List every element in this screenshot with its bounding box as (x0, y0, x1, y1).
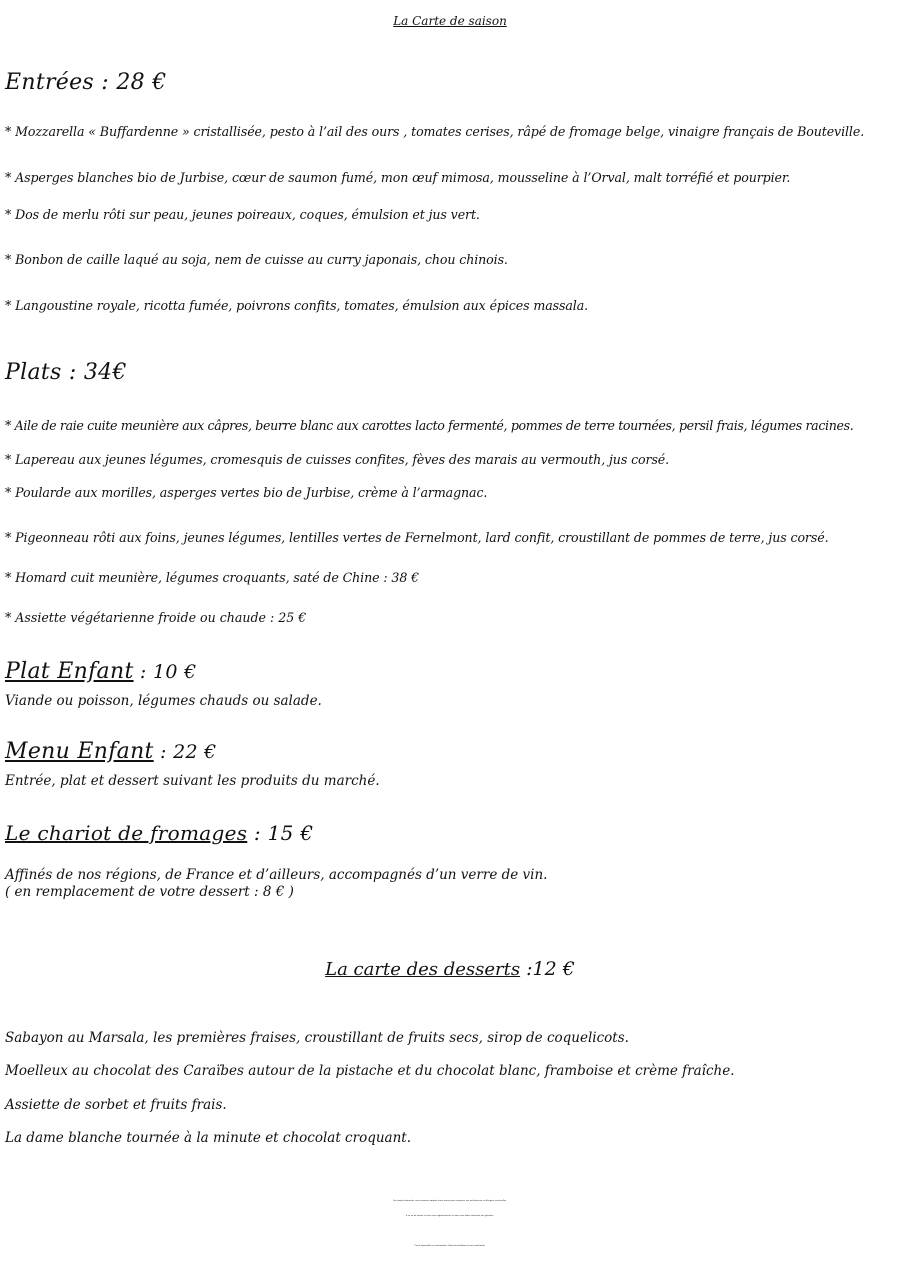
page-title: La Carte de saison (393, 14, 507, 28)
entrees-heading: Entrées : 28 € (5, 70, 167, 95)
dessert-item: Moelleux au chocolat des Caraïbes autour de la pistache et du chocolat blanc, framboise et crème fraîche. (5, 1063, 735, 1079)
entree-item: * Bonbon de caille laqué au soja, nem de cuisse au curry japonais, chou chinois. (5, 252, 508, 267)
entree-item: * Dos de merlu rôti sur peau, jeunes poireaux, coques, émulsion et jus vert. (5, 207, 480, 222)
entree-item: * Asperges blanches bio de Jurbise, cœur de saumon fumé, mon œuf mimosa, mousseline à l’Orval, malt torréfié et pourpier. (5, 170, 791, 185)
fromages-desc: Affinés de nos régions, de France et d’ailleurs, accompagnés d’un verre de vin. (5, 867, 548, 883)
fromages-heading (5, 821, 313, 845)
plat-enfant-price: : 10 € (133, 661, 197, 683)
plat-item: * Pigeonneau rôti aux foins, jeunes légumes, lentilles vertes de Fernelmont, lard confit, croustillant de pommes de terre, jus corsé. (5, 530, 829, 545)
plat-item: * Assiette végétarienne froide ou chaude : 25 € (5, 610, 307, 625)
plat-item: * Aile de raie cuite meunière aux câpres, beurre blanc aux carottes lacto fermenté, pommes de terre tournées, persil frais, légumes racines. (5, 418, 854, 433)
dessert-item: Sabayon au Marsala, les premières fraises, croustillant de fruits secs, sirop de coquelicots. (5, 1030, 629, 1046)
entree-item: * Langoustine royale, ricotta fumée, poivrons confits, tomates, émulsion aux épices massala. (5, 298, 589, 313)
plat-enfant-title: Plat Enfant (5, 659, 134, 684)
desserts-price: :12 € (520, 958, 575, 980)
dessert-item: Assiette de sorbet et fruits frais. (5, 1097, 227, 1113)
menu-enfant-desc: Entrée, plat et dessert suivant les produits du marché. (5, 773, 380, 789)
desserts-title: La carte des desserts (325, 959, 521, 980)
plats-heading: Plats : 34€ (5, 360, 127, 385)
fromages-title: Le chariot de fromages (5, 821, 248, 845)
plat-item: * Homard cuit meunière, légumes croquants, saté de Chine : 38 € (5, 570, 420, 585)
plat-item: * Lapereau aux jeunes légumes, cromesquis de cuisses confites, fèves des marais au vermouth, jus corsé. (5, 452, 670, 467)
plat-enfant-heading (5, 659, 196, 684)
footer-note: Sur simple demande, nous pouvons adapter votre menu pour respecter vos intolérances et allergies éventuelles. (393, 1200, 507, 1202)
menu-enfant-price: : 22 € (153, 741, 217, 763)
menu-enfant-title: Menu Enfant (5, 739, 154, 764)
entree-item: * Mozzarella « Buffardenne » cristallisée, pesto à l’ail des ours , tomates cerises, râpé de fromage belge, vinaigre français de Bouteville. (5, 124, 865, 139)
menu-enfant-heading (5, 739, 217, 764)
fromages-price: : 15 € (247, 821, 314, 845)
footer-language-note: Carte disponible en néerlandais - Kaart beschikbaar in het nederlands. (414, 1245, 486, 1247)
desserts-heading (0, 958, 900, 980)
plat-enfant-desc: Viande ou poisson, légumes chauds ou salade. (5, 693, 322, 709)
footer-note: Il en va de même si vous êtes végétarien(ne) ou que vous faites attention aux glucides. (405, 1215, 495, 1217)
dessert-item: La dame blanche tournée à la minute et chocolat croquant. (5, 1130, 411, 1146)
plat-item: * Poularde aux morilles, asperges vertes bio de Jurbise, crème à l’armagnac. (5, 485, 488, 500)
fromages-note: ( en remplacement de votre dessert : 8 € ) (5, 884, 294, 900)
